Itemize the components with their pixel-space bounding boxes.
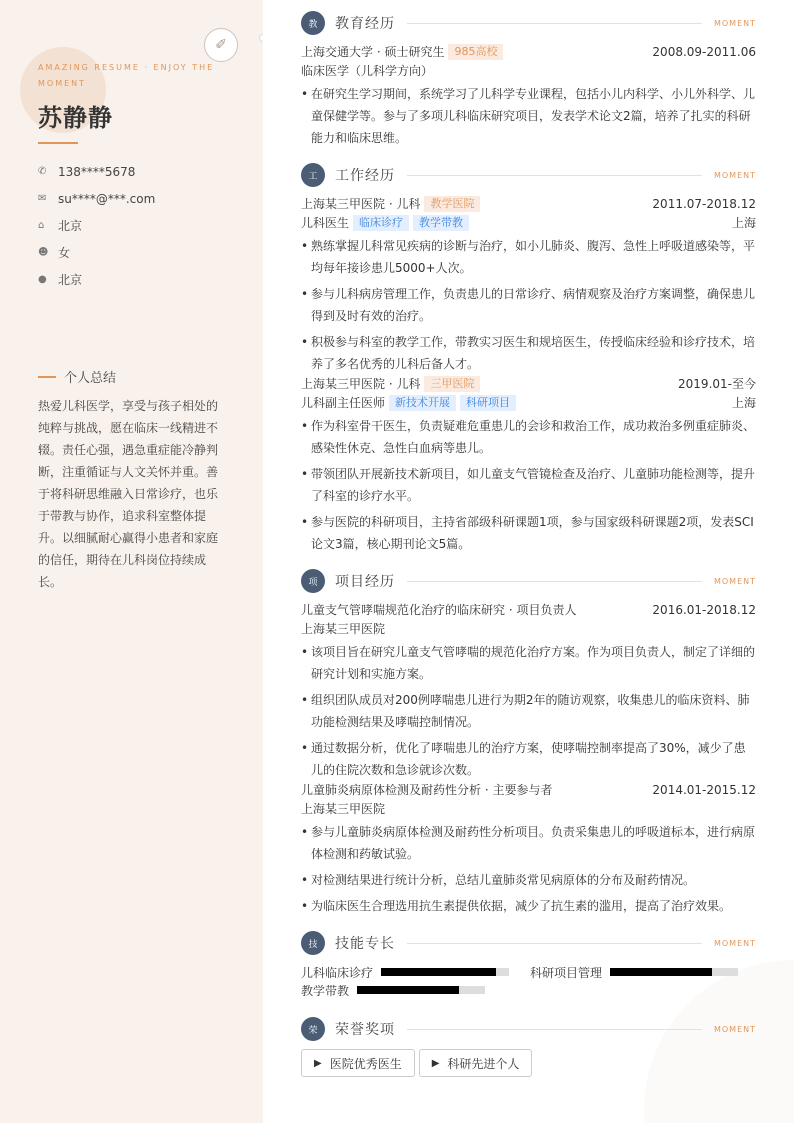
project-icon: 项	[301, 569, 325, 593]
section-work	[301, 163, 756, 187]
skill-name: 儿科临床诊疗	[301, 965, 374, 980]
bullet-item: • 作为科室骨干医生，负责疑难危重患儿的会诊和救治工作，成功救治多例重症肺炎、感染性休克、急性白血病等患儿。	[301, 415, 756, 459]
summary-heading	[38, 367, 116, 386]
skill-tag: 科研项目	[460, 395, 516, 411]
job-title: 儿科副主任医师	[301, 396, 386, 410]
name-underline	[38, 142, 78, 144]
bullet-item: • 该项目旨在研究儿童支气管哮喘的规范化治疗方案。作为项目负责人，制定了详细的研究计划和实施方案。	[301, 641, 756, 685]
skill-level-fill	[381, 968, 496, 976]
play-icon: ▶	[314, 1057, 322, 1069]
job-title: 儿科医生	[301, 216, 350, 230]
section-tag: MOMENT	[713, 576, 756, 586]
work-city: 上海	[731, 216, 756, 230]
project-title: 儿童支气管哮喘规范化治疗的临床研究 · 项目负责人	[301, 603, 577, 617]
mail-icon: ✉	[38, 193, 47, 204]
education-icon: 教	[301, 11, 325, 35]
bullet-item: • 积极参与科室的教学工作，带教实习医生和规培医生，传授临床经验和诊疗技术，培养了多名优秀的儿科后备人才。	[301, 331, 756, 375]
project-date: 2014.01-2015.12	[652, 782, 756, 797]
pen-icon: ✐	[204, 28, 238, 62]
honor-name: 医院优秀医生	[329, 1056, 402, 1071]
section-title: 教育经历	[335, 16, 395, 32]
gender-icon: ☻	[38, 247, 49, 258]
project-entry	[301, 600, 756, 785]
skill-name: 科研项目管理	[530, 965, 603, 980]
skill-item	[301, 962, 509, 982]
school-name: 上海交通大学 · 硕士研究生	[301, 45, 445, 59]
section-tag: MOMENT	[713, 1024, 756, 1034]
bullet-item: • 在研究生学习期间，系统学习了儿科学专业课程，包括小儿内科学、小儿外科学、儿童保健学等。参与了多项儿科临床研究项目，发表学术论文2篇，培养了扎实的科研能力和临床思维。	[301, 83, 756, 149]
employer: 上海某三甲医院 · 儿科	[301, 197, 421, 211]
bullet-item: • 带领团队开展新技术新项目，如儿童支气管镜检查及治疗、儿童肺功能检测等，提升了科室的诊疗水平。	[301, 463, 756, 507]
skill-name: 教学带教	[301, 983, 350, 998]
skill-item	[301, 980, 485, 1000]
bullet-item: • 参与医院的科研项目，主持省部级科研课题1项，参与国家级科研课题2项，发表SCI论文3篇，核心期刊论文5篇。	[301, 511, 756, 555]
contact-location	[38, 266, 155, 293]
section-title: 技能专长	[335, 936, 395, 952]
contact-phone	[38, 158, 155, 185]
contact-value: 北京	[58, 219, 83, 233]
section-title: 项目经历	[335, 574, 395, 590]
skill-level-fill	[610, 968, 712, 976]
skill-tag: 临床诊疗	[353, 215, 409, 231]
home-icon: ⌂	[38, 220, 45, 231]
summary-title: 个人总结	[64, 371, 117, 386]
project-org: 上海某三甲医院	[301, 802, 386, 816]
section-tag: MOMENT	[713, 18, 756, 28]
education-date: 2008.09-2011.06	[652, 44, 756, 59]
bullet-item: • 通过数据分析，优化了哮喘患儿的治疗方案，使哮喘控制率提高了30%，减少了患儿的住院次数和急诊就诊次数。	[301, 737, 756, 781]
skill-bar	[381, 968, 509, 976]
employer-badge: 三甲医院	[424, 376, 480, 392]
work-date: 2011.07-2018.12	[652, 196, 756, 211]
section-title: 荣誉奖项	[335, 1022, 395, 1038]
contact-value: 北京	[58, 273, 83, 287]
section-tag: MOMENT	[713, 170, 756, 180]
skill-tag: 新技术开展	[389, 395, 456, 411]
skill-tag: 教学带教	[413, 215, 469, 231]
section-honors	[301, 1017, 756, 1041]
project-date: 2016.01-2018.12	[652, 602, 756, 617]
skill-bar	[357, 986, 485, 994]
contact-value: 138****5678	[58, 164, 136, 179]
skill-level-fill	[357, 986, 459, 994]
contact-gender	[38, 239, 155, 266]
phone-icon: ✆	[38, 166, 47, 177]
section-tag: MOMENT	[713, 938, 756, 948]
contact-list	[38, 158, 155, 293]
bullet-item: • 为临床医生合理选用抗生素提供依据，减少了抗生素的滥用，提高了治疗效果。	[301, 895, 756, 917]
project-org: 上海某三甲医院	[301, 622, 386, 636]
employer-badge: 教学医院	[424, 196, 480, 212]
skills-icon: 技	[301, 931, 325, 955]
bullet-item: • 熟练掌握儿科常见疾病的诊断与治疗，如小儿肺炎、腹泻、急性上呼吸道感染等，平均每年接诊患儿5000+人次。	[301, 235, 756, 279]
section-title: 工作经历	[335, 168, 395, 184]
sidebar	[0, 0, 263, 1123]
project-entry	[301, 780, 756, 921]
honor-badge	[419, 1049, 533, 1077]
decorative-circle	[644, 960, 794, 1123]
location-icon: ●	[38, 274, 47, 285]
summary-text: 热爱儿科医学，享受与孩子相处的纯粹与挑战，愿在临床一线精进不辍。责任心强，遇急重症能冷静判断，注重循证与人文关怀并重。善于将科研思维融入日常诊疗，也乐于带教与协作，追求科室整体提升。以细腻耐心赢得小患者和家庭的信任，期待在儿科岗位持续成长。	[38, 399, 219, 589]
bullet-item: • 组织团队成员对200例哮喘患儿进行为期2年的随访观察，收集患儿的临床资料、肺功能检测结果及哮喘控制情况。	[301, 689, 756, 733]
work-entry	[301, 374, 756, 559]
work-date: 2019.01-至今	[678, 377, 756, 391]
employer: 上海某三甲医院 · 儿科	[301, 377, 421, 391]
section-skills	[301, 931, 756, 955]
section-project	[301, 569, 756, 593]
honor-badge	[301, 1049, 415, 1077]
honor-name: 科研先进个人	[447, 1056, 520, 1071]
decorative-dot	[259, 34, 263, 42]
honors-list	[301, 1049, 536, 1077]
skill-item	[530, 962, 738, 982]
major: 临床医学（儿科学方向）	[301, 64, 434, 78]
education-entry	[301, 42, 756, 153]
candidate-name: 苏静静	[38, 104, 113, 132]
contact-residence	[38, 212, 155, 239]
skill-bar	[610, 968, 738, 976]
bullet-item: • 对检测结果进行统计分析，总结儿童肺炎常见病原体的分布及耐药情况。	[301, 869, 756, 891]
work-entry	[301, 194, 756, 379]
bullet-item: • 参与儿童肺炎病原体检测及耐药性分析项目。负责采集患儿的呼吸道标本，进行病原体检测和药敏试验。	[301, 821, 756, 865]
work-icon: 工	[301, 163, 325, 187]
project-title: 儿童肺炎病原体检测及耐药性分析 · 主要参与者	[301, 783, 553, 797]
honors-icon: 荣	[301, 1017, 325, 1041]
bullet-item: • 参与儿科病房管理工作，负责患儿的日常诊疗、病情观察及治疗方案调整，确保患儿得到及时有效的治疗。	[301, 283, 756, 327]
contact-value: 女	[58, 246, 71, 260]
tagline: AMAZING RESUME · ENJOY THE MOMENT	[38, 63, 215, 88]
work-city: 上海	[731, 396, 756, 410]
school-badge: 985高校	[448, 44, 503, 60]
section-education	[301, 11, 756, 35]
contact-value: su****@***.com	[58, 191, 156, 206]
contact-email	[38, 185, 155, 212]
play-icon: ▶	[431, 1057, 440, 1069]
